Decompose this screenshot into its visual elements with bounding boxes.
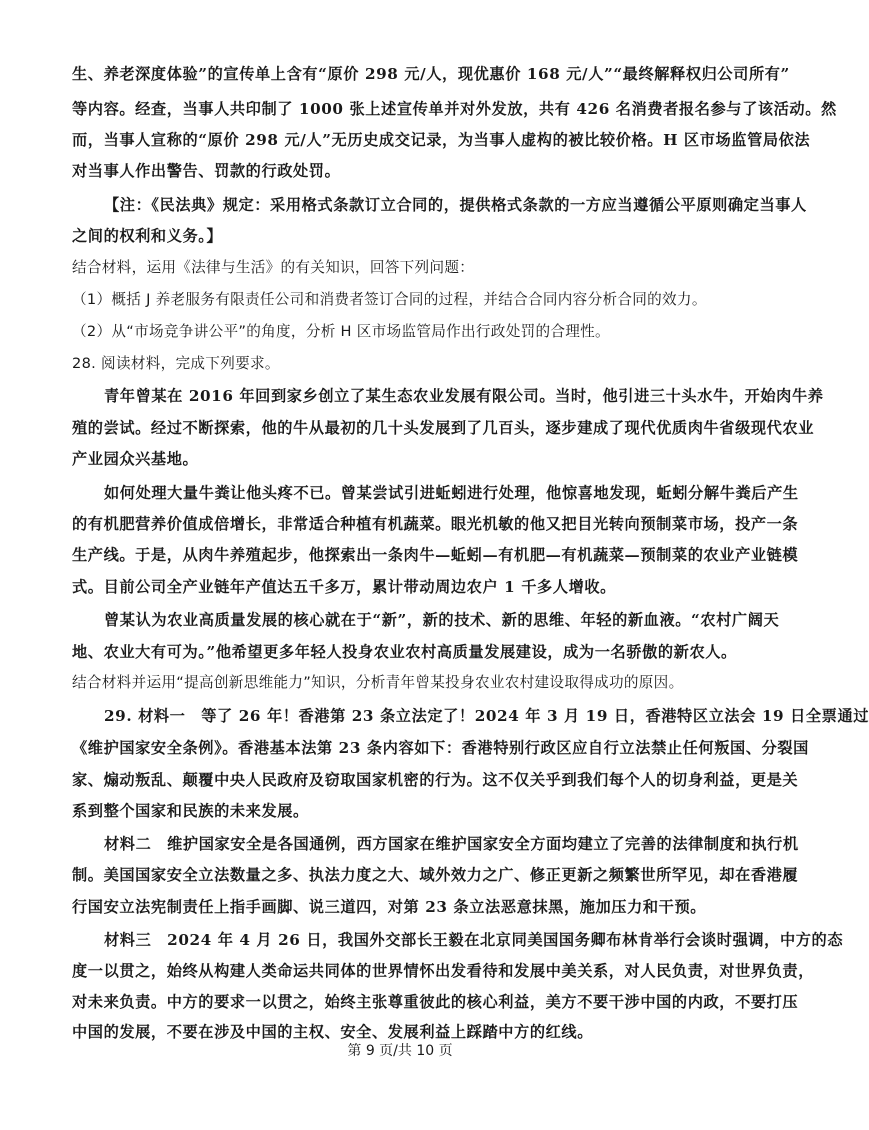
- text-line: 家、煽动叛乱、颠覆中央人民政府及窃取国家机密的行为。这不仅关乎到我们每个人的切身利益，更是关: [72, 771, 799, 789]
- text-line: 制。美国国家安全立法数量之多、执法力度之大、域外效力之广、修正更新之频繁世所罕见，却在香港履: [72, 866, 799, 884]
- text-line: 生、养老深度体验”的宣传单上含有“原价 298 元/人，现优惠价 168 元/人”“最终解释权归公司所有”: [72, 65, 790, 83]
- text-line: 地、农业大有可为。”他希望更多年轻人投身农业农村高质量发展建设，成为一名骄傲的新农人。: [72, 643, 737, 661]
- text-line: 对当事人作出警告、罚款的行政处罚。: [72, 162, 341, 180]
- text-line: 度一以贯之，始终从构建人类命运共同体的世界情怀出发看待和发展中美关系，对人民负责，对世界负责，: [72, 962, 815, 980]
- text-line: 【注：《民法典》规定：采用格式条款订立合同的，提供格式条款的一方应当遵循公平原则确定当事人: [104, 196, 807, 214]
- text-line: 材料二 维护国家安全是各国通例，西方国家在维护国家安全方面均建立了完善的法律制度和执行机: [104, 835, 799, 853]
- text-line: 而，当事人宣称的“原价 298 元/人”无历史成交记录，为当事人虚构的被比较价格。H 区市场监管局依法: [72, 131, 811, 149]
- text-line: 式。目前公司全产业链年产值达五千多万，累计带动周边农户 1 千多人增收。: [72, 578, 616, 596]
- text-line: 的有机肥营养价值成倍增长，非常适合种植有机蔬菜。眼光机敏的他又把目光转向预制菜市场，投产一条: [72, 515, 799, 533]
- question-text: 结合材料并运用“提高创新思维能力”知识，分析青年曾某投身农业农村建设取得成功的原因。: [72, 674, 684, 691]
- text-line: 29. 材料一 等了 26 年！香港第 23 条立法定了！2024 年 3 月 19 日，香港特区立法会 19 日全票通过: [104, 707, 869, 725]
- text-line: 产业园众兴基地。: [72, 450, 199, 468]
- question-text: 结合材料，运用《法律与生活》的有关知识，回答下列问题：: [72, 259, 475, 276]
- text-line: 生产线。于是，从肉牛养殖起步，他探索出一条肉牛—蚯蚓—有机肥—有机蔬菜—预制菜的农业产业链模: [72, 546, 799, 564]
- text-line: 曾某认为农业高质量发展的核心就在于“新”，新的技术、新的思维、年轻的新血液。“农村广阔天: [104, 611, 780, 629]
- text-line: 青年曾某在 2016 年回到家乡创立了某生态农业发展有限公司。当时，他引进三十头水牛，开始肉牛养: [104, 387, 824, 405]
- question-item: （2）从“市场竞争讲公平”的角度，分析 H 区市场监管局作出行政处罚的合理性。: [72, 323, 610, 340]
- text-line: 中国的发展，不要在涉及中国的主权、安全、发展利益上踩踏中方的红线。: [72, 1023, 593, 1041]
- text-line: 行国安立法宪制责任上指手画脚、说三道四，对第 23 条立法恶意抹黑，施加压力和干预。: [72, 898, 707, 916]
- text-line: 等内容。经查，当事人共印制了 1000 张上述宣传单并对外发放，共有 426 名消费者报名参与了该活动。然: [72, 100, 837, 118]
- text-line: 之间的权利和义务。】: [72, 227, 223, 245]
- text-line: 《维护国家安全条例》。香港基本法第 23 条内容如下：香港特别行政区应自行立法禁止任何叛国、分裂国: [72, 739, 809, 757]
- text-line: 如何处理大量牛粪让他头疼不已。曾某尝试引进蚯蚓进行处理，他惊喜地发现，蚯蚓分解牛粪后产生: [104, 484, 799, 502]
- text-line: 对未来负责。中方的要求一以贯之，始终主张尊重彼此的核心利益，美方不要干涉中国的内政，不要打压: [72, 993, 799, 1011]
- question-item: （1）概括 J 养老服务有限责任公司和消费者签订合同的过程，并结合合同内容分析合同的效力。: [72, 291, 707, 308]
- text-line: 殖的尝试。经过不断探索，他的牛从最初的几十头发展到了几百头，逐步建成了现代优质肉牛省级现代农业: [72, 419, 815, 437]
- text-line: 系到整个国家和民族的未来发展。: [72, 802, 309, 820]
- question-number: 28. 阅读材料，完成下列要求。: [72, 355, 280, 372]
- page-number: 第 9 页/共 10 页: [347, 1043, 453, 1059]
- text-line: 材料三 2024 年 4 月 26 日，我国外交部长王毅在北京同美国国务卿布林肯举行会谈时强调，中方的态: [104, 931, 844, 949]
